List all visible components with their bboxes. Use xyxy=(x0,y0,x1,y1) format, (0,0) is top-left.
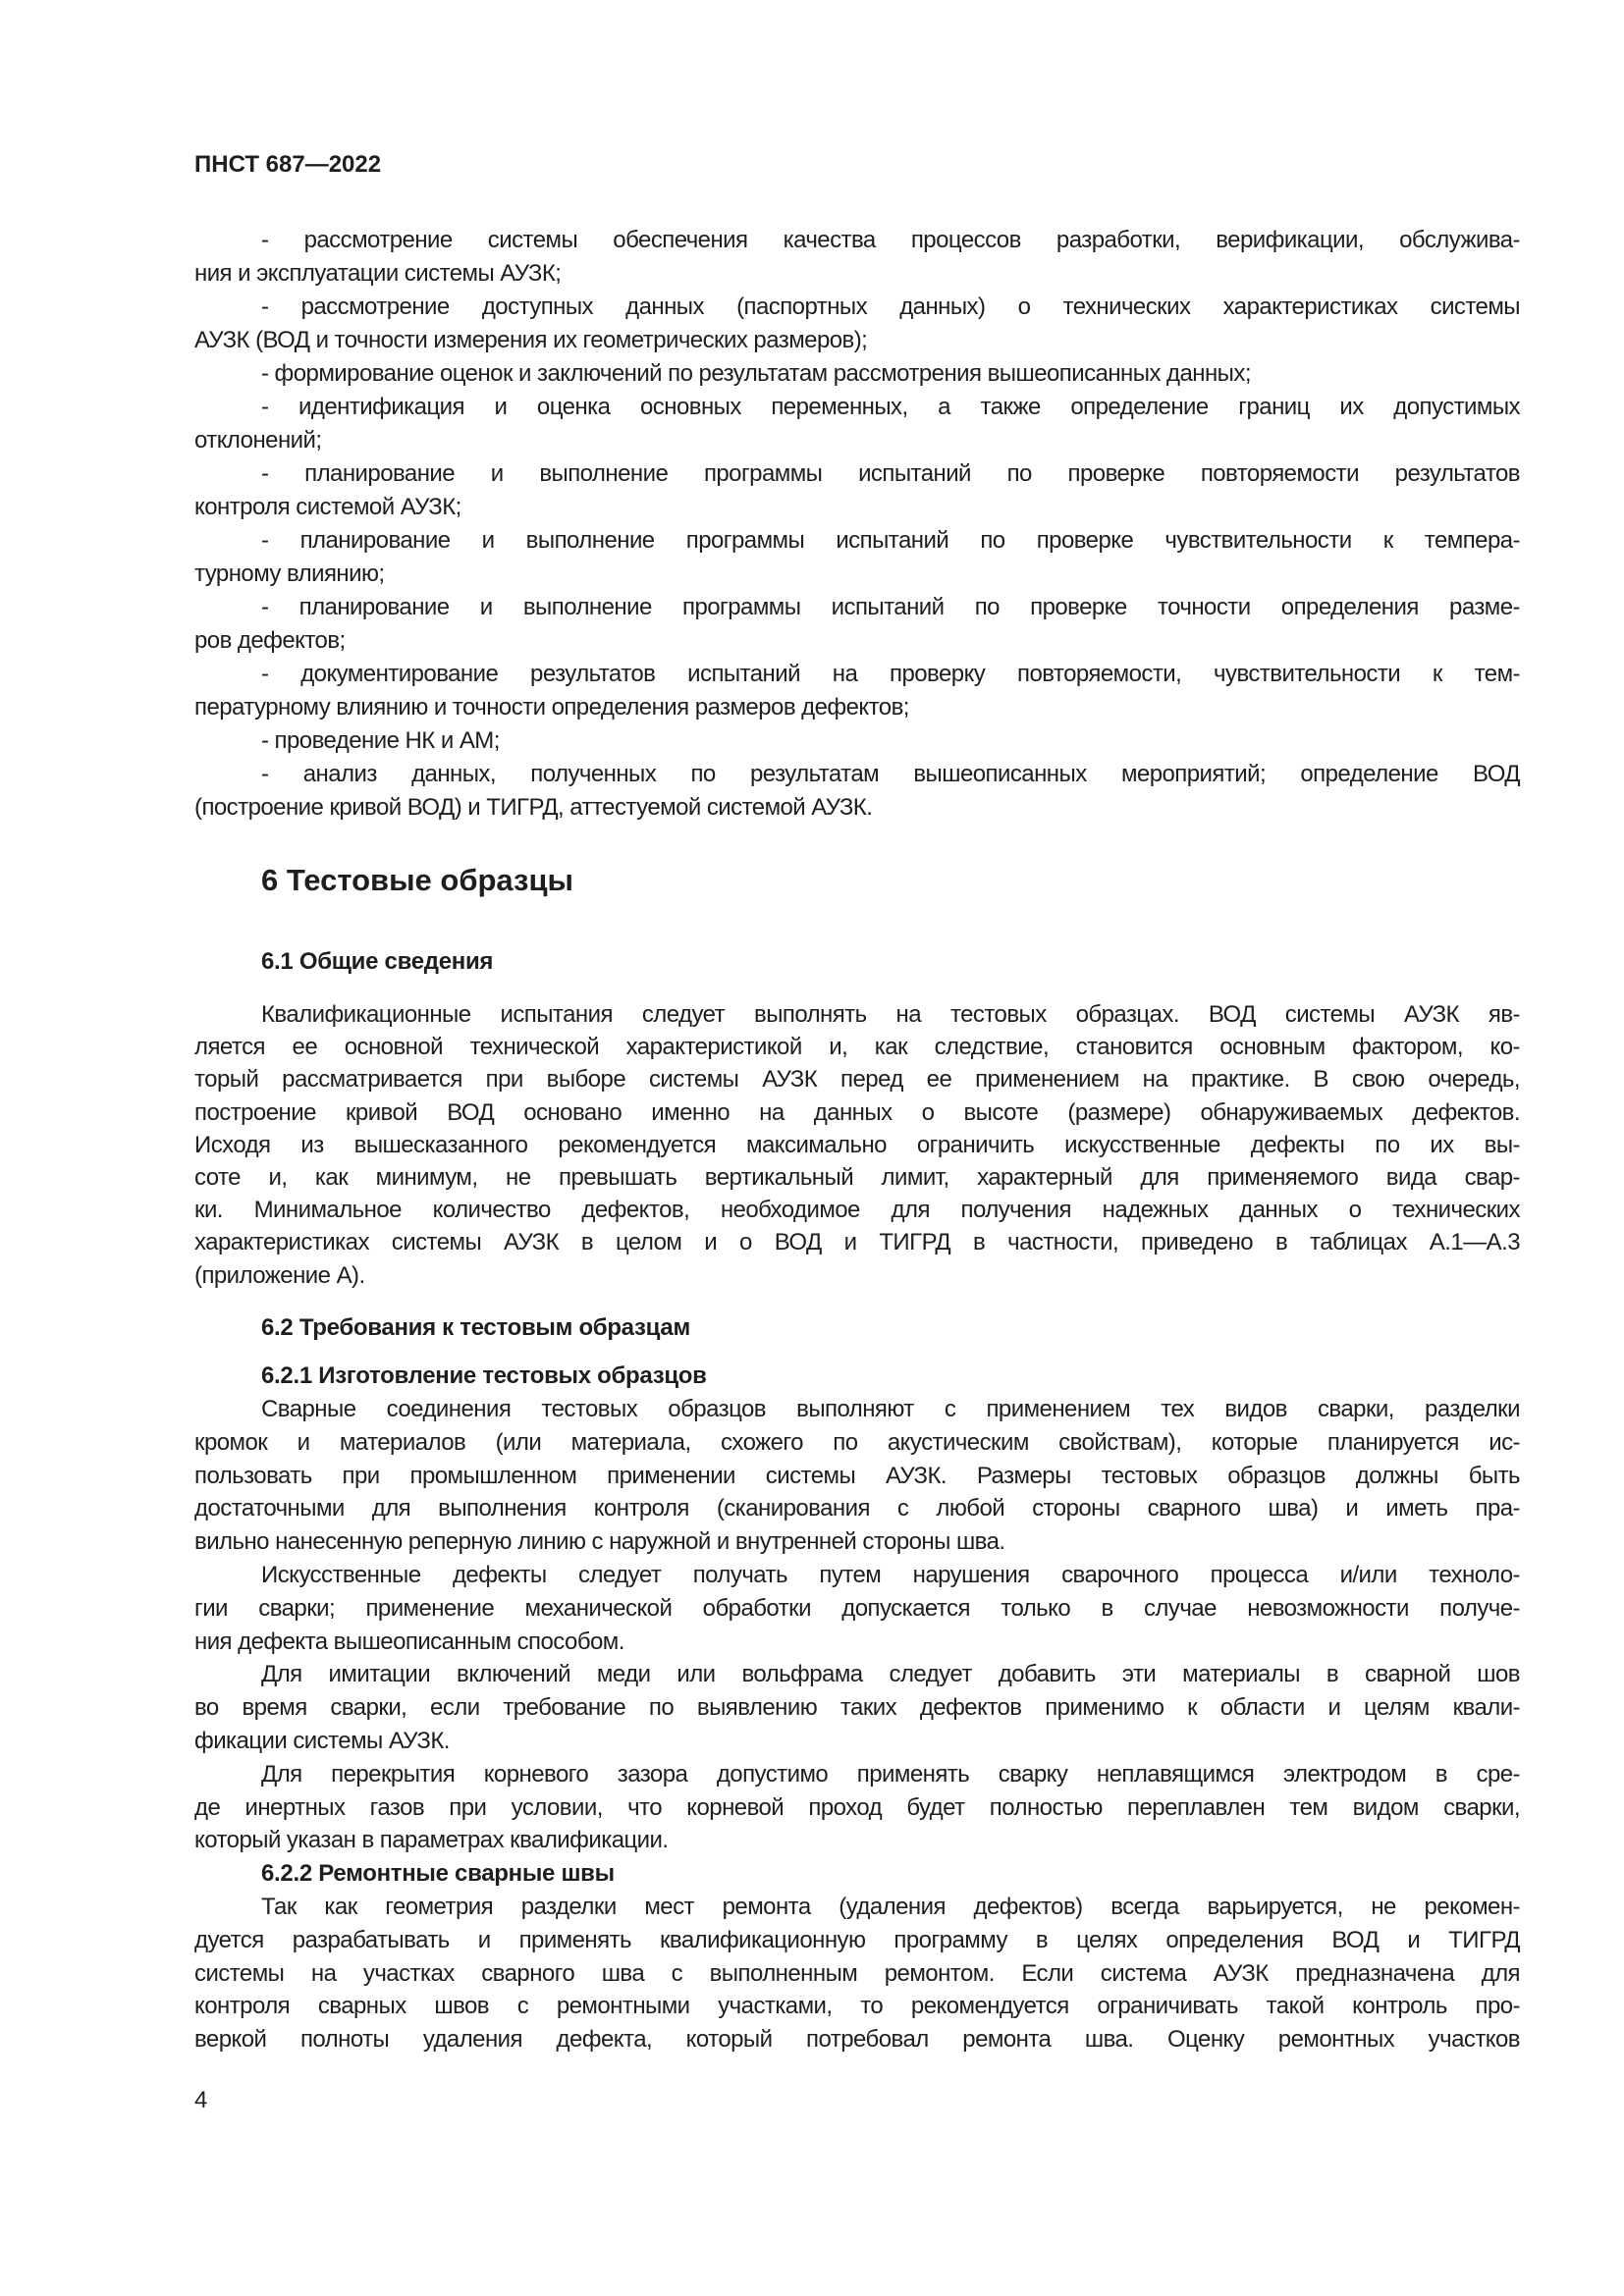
list-item xyxy=(194,291,1520,357)
paragraph xyxy=(194,1559,1520,1658)
document-code-header: ПНСТ 687—2022 xyxy=(194,151,382,178)
text-line: - рассмотрение системы обеспечения качества процессов разработки, верификации, обслужива- xyxy=(261,227,1520,253)
text-line: контроля сварных швов с ремонтными участками, то рекомендуется ограничивать такой контроль про- xyxy=(194,1993,1520,2020)
text-line: кромок и материалов (или материала, схожего по акустическим свойствам), которые планируется ис- xyxy=(194,1428,1520,1456)
text-line: построение кривой ВОД основано именно на данных о высоте (размере) обнаруживаемых дефектов. xyxy=(194,1098,1520,1126)
text-line: веркой полноты удаления дефекта, который потребовал ремонта шва. Оценку ремонтных участков xyxy=(194,2026,1520,2054)
text-line: де инертных газов при условии, что корневой проход будет полностью переплавлен тем видом сварки, xyxy=(194,1793,1520,1821)
text-line: отклонений; xyxy=(194,427,322,454)
paragraph xyxy=(194,998,1520,1292)
text-line: Исходя из вышесказанного рекомендуется максимально ограничить искусственные дефекты по их вы- xyxy=(194,1131,1520,1158)
section-6-1-body xyxy=(194,998,1520,1292)
list-item xyxy=(194,724,1520,758)
text-line: ния и эксплуатации системы АУЗК; xyxy=(194,260,562,287)
text-line: турному влиянию; xyxy=(194,561,385,587)
text-line: - планирование и выполнение программы испытаний по проверке точности определения разме- xyxy=(261,594,1520,620)
text-line: - рассмотрение доступных данных (паспортных данных) о технических характеристиках системы xyxy=(261,294,1520,320)
text-line: Квалификационные испытания следует выполнять на тестовых образцах. ВОД системы АУЗК яв- xyxy=(261,1001,1520,1028)
text-line: вильно нанесенную реперную линию с наружной и внутренней стороны шва. xyxy=(194,1528,1005,1556)
text-line: во время сварки, если требование по выявлению таких дефектов применимо к области и целям квали- xyxy=(194,1694,1520,1722)
text-line: гии сварки; применение механической обработки допускается только в случае невозможности получе- xyxy=(194,1594,1520,1622)
text-line: - проведение НК и АМ; xyxy=(261,727,500,754)
text-line: торый рассматривается при выборе системы АУЗК перед ее применением на практике. В свою очередь, xyxy=(194,1066,1520,1094)
text-line: который указан в параметрах квалификации. xyxy=(194,1827,669,1854)
list-item xyxy=(194,391,1520,457)
subsection-heading-6-2-2: 6.2.2 Ремонтные сварные швы xyxy=(261,1860,615,1888)
text-line: Сварные соединения тестовых образцов выполняют с применением тех видов сварки, разделки xyxy=(261,1396,1520,1422)
paragraph xyxy=(194,1891,1520,2056)
paragraph xyxy=(194,1758,1520,1857)
text-line: АУЗК (ВОД и точности измерения их геометрических размеров); xyxy=(194,327,868,353)
text-line: ки. Минимальное количество дефектов, необходимое для получения надежных данных о технических xyxy=(194,1197,1520,1224)
text-line: ров дефектов; xyxy=(194,627,346,654)
text-line: - идентификация и оценка основных переменных, а также определение границ их допустимых xyxy=(261,394,1520,420)
list-item xyxy=(194,758,1520,825)
text-line: Для перекрытия корневого зазора допустимо применять сварку неплавящимся электродом в сре- xyxy=(261,1760,1520,1788)
text-line: Для имитации включений меди или вольфрама следует добавить эти материалы в сварной шов xyxy=(261,1661,1520,1688)
section-6-2-1-body xyxy=(194,1393,1520,1857)
text-line: контроля системой АУЗК; xyxy=(194,494,461,520)
list-item xyxy=(194,224,1520,291)
text-line: достаточными для выполнения контроля (сканирования с любой стороны сварного шва) и иметь пра- xyxy=(194,1495,1520,1522)
paragraph xyxy=(194,1393,1520,1559)
text-line: - планирование и выполнение программы испытаний по проверке чувствительности к темпера- xyxy=(261,527,1520,554)
text-line: ляется ее основной технической характеристикой и, как следствие, становится основным фактором, ко- xyxy=(194,1034,1520,1061)
section-heading-6: 6 Тестовые образцы xyxy=(261,863,573,897)
text-line: Искусственные дефекты следует получать путем нарушения сварочного процесса и/или техноло- xyxy=(261,1561,1520,1588)
list-item xyxy=(194,357,1520,391)
text-line: пературному влиянию и точности определения размеров дефектов; xyxy=(194,694,909,721)
text-line: фикации системы АУЗК. xyxy=(194,1727,450,1754)
text-line: - формирование оценок и заключений по результатам рассмотрения вышеописанных данных; xyxy=(261,360,1251,387)
page-number: 4 xyxy=(194,2087,208,2113)
text-line: (построение кривой ВОД) и ТИГРД, аттестуемой системой АУЗК. xyxy=(194,794,873,821)
text-line: пользовать при промышленном применении системы АУЗК. Размеры тестовых образцов должны быть xyxy=(194,1462,1520,1489)
section-6-2-2-body xyxy=(194,1891,1520,2056)
text-line: - планирование и выполнение программы испытаний по проверке повторяемости результатов xyxy=(261,460,1520,487)
subsection-heading-6-2-1: 6.2.1 Изготовление тестовых образцов xyxy=(261,1362,707,1389)
requirements-list xyxy=(194,224,1520,825)
paragraph xyxy=(194,1658,1520,1757)
list-item xyxy=(194,457,1520,524)
text-line: дуется разрабатывать и применять квалификационную программу в целях определения ВОД и ТИГРД xyxy=(194,1926,1520,1953)
section-6-2-body xyxy=(194,1360,1520,2056)
text-line: - документирование результатов испытаний на проверку повторяемости, чувствительности к тем- xyxy=(261,661,1520,687)
list-item xyxy=(194,524,1520,591)
list-item xyxy=(194,591,1520,658)
text-line: соте и, как минимум, не превышать вертикальный лимит, характерный для применяемого вида свар- xyxy=(194,1163,1520,1191)
text-line: характеристиках системы АУЗК в целом и о ВОД и ТИГРД в частности, приведено в таблицах А.1—А.3 xyxy=(194,1229,1520,1256)
text-line: Так как геометрия разделки мест ремонта (удаления дефектов) всегда варьируется, не рекомен- xyxy=(261,1893,1520,1920)
text-line: ния дефекта вышеописанным способом. xyxy=(194,1628,624,1655)
text-line: (приложение А). xyxy=(194,1261,365,1289)
list-item xyxy=(194,658,1520,724)
text-line: - анализ данных, полученных по результатам вышеописанных мероприятий; определение ВОД xyxy=(261,761,1520,787)
subsection-heading-6-2: 6.2 Требования к тестовым образцам xyxy=(261,1314,690,1341)
text-line: системы на участках сварного шва с выполненным ремонтом. Если система АУЗК предназначена для xyxy=(194,1959,1520,1987)
subsection-heading-6-1: 6.1 Общие сведения xyxy=(261,948,494,975)
